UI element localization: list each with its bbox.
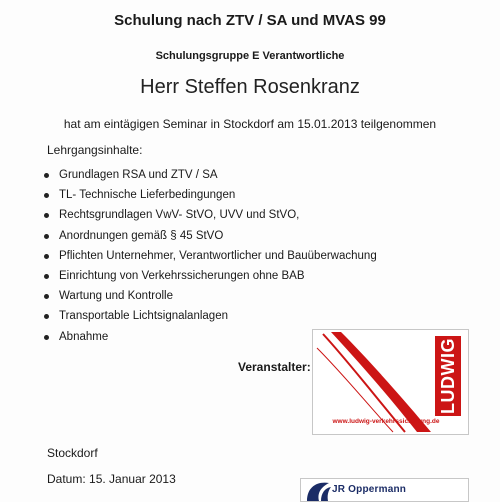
bullet-icon	[44, 234, 49, 239]
bullet-icon	[44, 213, 49, 218]
list-item-label: Wartung und Kontrolle	[59, 290, 174, 303]
list-item-label: Grundlagen RSA und ZTV / SA	[59, 169, 218, 181]
list-item	[44, 205, 377, 225]
participant-name: Herr Steffen Rosenkranz	[140, 76, 360, 98]
course-contents-list	[44, 165, 377, 347]
organizer-label: Veranstalter:	[238, 360, 311, 374]
date-value: 15. Januar 2013	[89, 472, 176, 486]
bullet-icon	[44, 173, 49, 178]
list-item	[44, 165, 377, 185]
list-item	[44, 286, 377, 306]
list-item-label: Abnahme	[59, 330, 109, 343]
list-item-label: Rechtsgrundlagen VwV- StVO, UVV und StVO,	[59, 209, 300, 222]
date-label: Datum:	[47, 472, 86, 486]
certificate-title: Schulung nach ZTV / SA und MVAS 99	[114, 12, 386, 29]
list-item-label: TL- Technische Lieferbedingungen	[59, 189, 236, 202]
list-item-label: Anordnungen gemäß § 45 StVO	[59, 229, 224, 242]
course-contents-heading: Lehrgangsinhalte:	[47, 143, 143, 157]
list-item	[44, 226, 377, 246]
list-item-label: Pflichten Unternehmer, Verantwortlicher und Bauüberwachung	[59, 249, 377, 262]
location: Stockdorf	[47, 446, 98, 460]
bullet-icon	[44, 294, 49, 299]
certificate-subtitle: Schulungsgruppe E Verantwortliche	[155, 50, 345, 62]
list-item	[44, 266, 377, 286]
ludwig-logo-wordmark: LUDWIG	[438, 338, 458, 414]
date-line	[47, 472, 176, 486]
participation-statement: hat am eintägigen Seminar in Stockdorf am 15.01.2013 teilgenommen	[63, 117, 437, 131]
organizer-website: www.ludwig-verkehrssicherung.de	[332, 418, 440, 425]
bullet-icon	[44, 314, 49, 319]
list-item	[44, 246, 377, 266]
bullet-icon	[44, 193, 49, 198]
list-item-label: Einrichtung von Verkehrssicherungen ohne BAB	[59, 269, 305, 282]
list-item-label: Transportable Lichtsignalanlagen	[59, 310, 228, 323]
oppermann-logo-text: JR Oppermann	[332, 484, 407, 495]
bullet-icon	[44, 274, 49, 279]
bullet-icon	[44, 254, 49, 259]
list-item	[44, 185, 377, 205]
list-item	[44, 306, 377, 326]
bullet-icon	[44, 335, 49, 340]
